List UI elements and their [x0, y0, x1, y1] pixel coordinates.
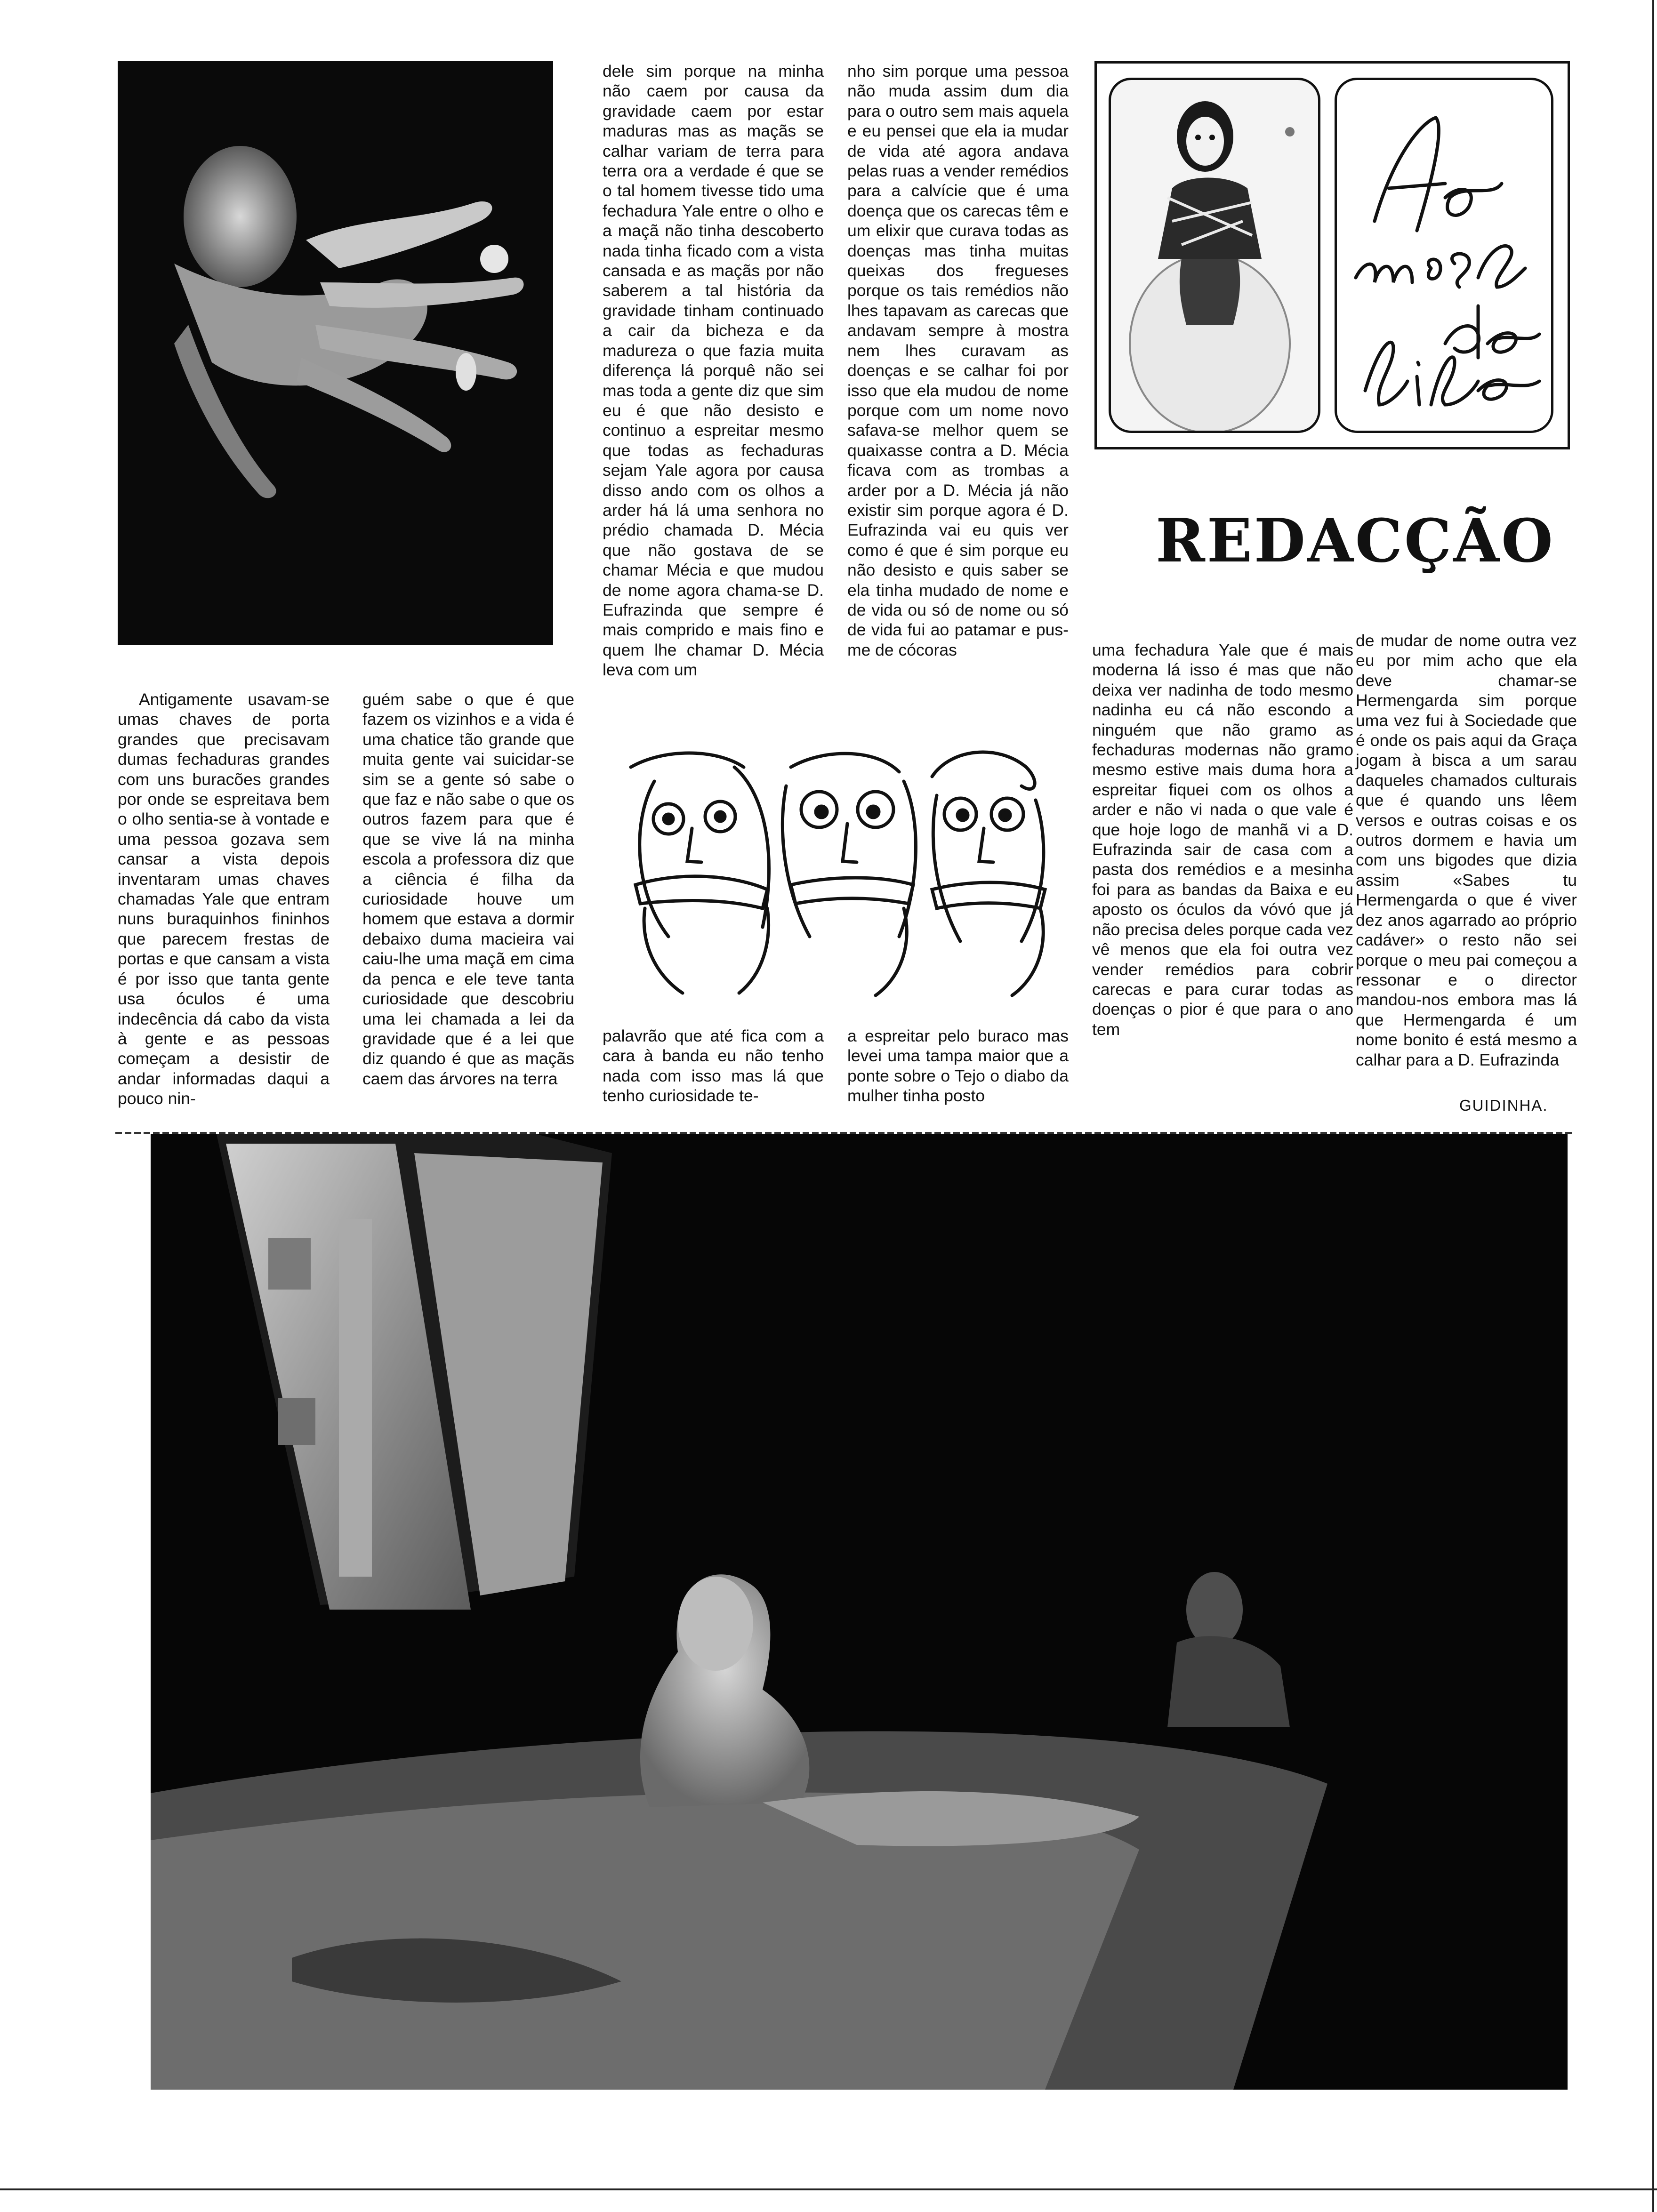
- column-1-text: Antigamente usavam-se umas chaves de porta grandes que precisavam dumas fechaduras grandes com uns buracões grandes por onde se espreitava bem o olho sentia-se à vontade e uma pessoa gozava sem cansar a vista depois inventaram umas chaves chamadas Yale que entram nuns buraquinhos fininhos que parecem frestas de portas e que cansam a vista é por isso que tanta gente usa óculos é uma indecência dá cabo da vista à gente e as pessoas começam a desistir de andar informadas daqui a pouco nin-: [118, 690, 330, 1108]
- photo-bedroom-scene-art: [151, 1134, 1568, 2090]
- column-4-top-text: nho sim porque uma pessoa não muda assim dum dia para o outro sem mais aquela e eu pensei que ela ia mudar de vida até agora andava pelas ruas a vender remédios para a calvície que é uma doença que os carecas têm e um elixir que curava todas as doenças mas tinha muitas queixas dos fregueses porque os tais remédios não lhes tapavam as carecas que andavam sempre à mostra nem lhes curavam as doenças e se calhar foi por isso que ela mudou de nome porque com um nome novo safava-se melhor quem se quaixasse contra a D. Mécia ficava com as trombas a arder por a D. Mécia já não existir sim porque agora é D. Eufrazinda vai eu quis ver como é que é sim porque eu não desisto e quis saber se ela tinha mudado de nome e de vida ou só de nome ou só de vida fui ao patamar e pus-me de cócoras: [847, 62, 1069, 659]
- logo-title-art: [1337, 80, 1551, 431]
- page-right-rule: [1652, 0, 1654, 2212]
- article-column-1: [118, 689, 330, 1109]
- article-column-3-bottom: [603, 1026, 824, 1106]
- article-column-3-top: [603, 61, 824, 680]
- drawing-three-faces: [612, 739, 1064, 1002]
- page-title: REDACÇÃO: [1156, 506, 1555, 576]
- logo-girl-photo-art: [1111, 80, 1318, 431]
- article-column-4-bottom: [847, 1026, 1069, 1106]
- author-signature: GUIDINHA.: [1459, 1097, 1548, 1114]
- section-divider: [115, 1132, 1575, 1134]
- photo-hands-man: [118, 61, 553, 645]
- article-column-2: [362, 689, 574, 1089]
- column-3-top-text: dele sim porque na minha não caem por causa da gravidade caem por estar maduras mas as maçãs se calhar variam de terra para terra ora a verdade é que se o tal homem tivesse tido uma fechadura Yale entre o olho e a maçã não tinha descoberto nada tinha ficado com a vista cansada e as maçãs por não saberem a tal história da gravidade tinham continuado a cair da bicheza e da madureza o que fazia muita diferença lá porquê não sei mas toda a gente diz que sim eu é que não desisto e continuo a espreitar mesmo que todas as fechaduras sejam Yale agora por causa disso ando com os olhos a arder há lá uma senhora no prédio chamada D. Mécia que não gostava de se chamar Mécia e que mudou de nome agora chama-se D. Eufrazinda que sempre é mais comprido e mais fino e quem lhe chamar D. Mécia leva com um: [603, 62, 824, 680]
- column-5-text: uma fechadura Yale que é mais moderna lá isso é mas que não deixa ver nadinha de todo mesmo nadinha eu cá não escondo a ninguém que não gramo as fechaduras modernas não gramo mesmo estive mais duma hora a espreitar fiquei com os olhos a arder e não vi nada o que vale é que hoje logo de manhã vi a D. Eufrazinda sair de casa com a pasta dos remédios e a mesinha foi para as bandas da Baixa e eu aposto os óculos da vóvó que já não precisa deles porque cada vez vê menos que ela foi outra vez vender remédios para cobrir carecas e para curar todas as doenças o pior é que para o ano tem: [1092, 641, 1353, 1039]
- column-2-text: guém sabe o que é que fazem os vizinhos e a vida é uma chatice tão grande que muita gente vai suicidar-se sim se a gente só sabe o que faz e não sabe o que os outros fazem para que é que se vive lá na minha escola a professora diz que a ciência é filha da curiosidade houve um homem que estava a dormir debaixo duma macieira vai caiu-lhe uma maçã em cima da penca e ele teve tanta curiosidade que descobriu uma lei chamada a lei da gravidade que é a lei que diz quando é que as maçãs caem das árvores na terra: [362, 690, 574, 1088]
- photo-bedroom-scene: [151, 1134, 1568, 2090]
- article-column-5: [1092, 640, 1353, 1039]
- column-3-bottom-text: palavrão que até fica com a cara à banda eu não tenho nada com isso mas lá que tenho curiosidade te-: [603, 1026, 824, 1106]
- article-column-4-top: [847, 61, 1069, 660]
- page-bottom-rule: [0, 2188, 1657, 2190]
- column-6-text: de mudar de nome outra vez eu por mim acho que ela deve chamar-se Hermengarda sim porque uma vez fui à Sociedade que é onde os pais aqui da Graça jogam à bisca a um sarau daqueles chamados culturais que é quando uns lêem versos e outras coisas e os outros dormem e havia um com uns bigodes que dizia assim «Sabes tu Hermengarda o que é viver dez anos agarrado ao próprio cadáver» o resto não sei porque o meu pai começou a ressonar e o director mandou-nos embora mas lá que Hermengarda é um nome bonito é está mesmo a calhar para a D. Eufrazinda: [1356, 631, 1577, 1069]
- logo-box: [1094, 61, 1570, 449]
- column-4-bottom-text: a espreitar pelo buraco mas levei uma tampa maior que a ponte sobre o Tejo o diabo da mulher tinha posto: [847, 1026, 1069, 1106]
- photo-hands-man-art: [118, 61, 553, 645]
- article-column-6: [1356, 631, 1577, 1070]
- logo-title-frame: [1335, 78, 1553, 433]
- logo-girl-photo: [1109, 78, 1320, 433]
- drawing-three-faces-art: [612, 739, 1064, 1002]
